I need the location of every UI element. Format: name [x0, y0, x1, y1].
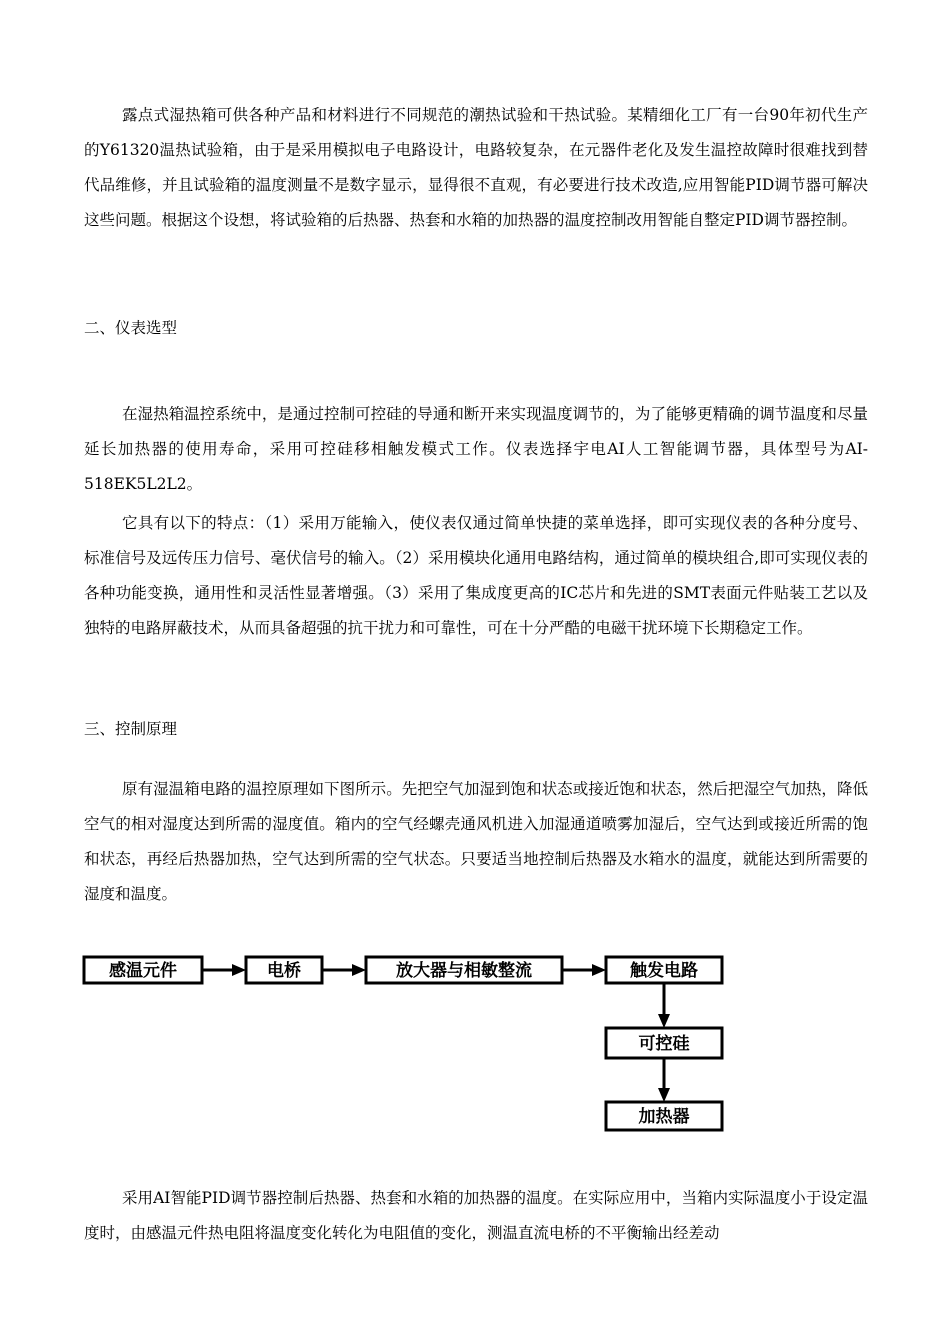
flow-node-trigger-circuit-label: 触发电路 — [630, 961, 698, 981]
flow-arrow-4 — [658, 983, 670, 1028]
control-principle-paragraph: 原有湿温箱电路的温控原理如下图所示。先把空气加湿到饱和状态或接近饱和状态，然后把湿空气加热，降低空气的相对湿度达到所需的湿度值。箱内的空气经螺壳通风机进入加湿通道喷雾加湿后，空气达到或接近所需的饱和状态，再经后热器加热，空气达到所需的空气状态。只要适当地控制后热器及水箱水的温度，就能达到所需要的湿度和温度。 — [84, 780, 868, 903]
features-paragraph: 它具有以下的特点：（1）采用万能输入，使仪表仅通过简单快捷的菜单选择，即可实现仪表的各种分度号、标准信号及远传压力信号、毫伏信号的输入。（2）采用模块化通用电路结构，通过简单的模块组合,即可实现仪表的各种功能变换，通用性和灵活性显著增强。（3）采用了集成度更高的IC芯片和先进的SMT表面元件贴装工艺以及独特的电路屏蔽技术，从而具备超强的抗干扰力和可靠性，可在十分严酷的电磁干扰环境下长期稳定工作。 — [84, 514, 868, 637]
flow-node-amplifier-label: 放大器与相敏整流 — [396, 961, 532, 981]
flow-node-thyristor-label: 可控硅 — [638, 1034, 690, 1054]
flow-node-bridge-label: 电桥 — [267, 961, 301, 981]
flow-node-sensor — [84, 957, 202, 983]
instrument-selection-paragraph: 在湿热箱温控系统中，是通过控制可控硅的导通和断开来实现温度调节的，为了能够更精确的调节温度和尽量延长加热器的使用寿命，采用可控硅移相触发模式工作。仪表选择宇电AI人工智能调节器，具体型号为AI-518EK5L2L2。 — [84, 405, 868, 493]
flow-arrow-1 — [202, 964, 246, 976]
section-heading-instrument-selection: 二、仪表选型 — [84, 319, 178, 337]
flow-node-sensor-label: 感温元件 — [109, 961, 177, 981]
ai-control-paragraph: 采用AI智能PID调节器控制后热器、热套和水箱的加热器的温度。在实际应用中，当箱内实际温度小于设定温度时，由感温元件热电阻将温度变化转化为电阻值的变化，测温直流电桥的不平衡输出经差动 — [84, 1189, 868, 1242]
flow-node-trigger-circuit — [606, 957, 722, 983]
section-heading-control-principle: 三、控制原理 — [84, 720, 178, 738]
intro-paragraph: 露点式湿热箱可供各种产品和材料进行不同规范的潮热试验和干热试验。某精细化工厂有一台90年初代生产的Y61320温热试验箱，由于是采用模拟电子电路设计，电路较复杂，在元器件老化及发生温控故障时很难找到替代品维修，并且试验箱的温度测量不是数字显示，显得很不直观，有必要进行技术改造,应用智能PID调节器可解决这些问题。根据这个设想，将试验箱的后热器、热套和水箱的加热器的温度控制改用智能自整定PID调节器控制。 — [84, 106, 868, 229]
flow-node-heater — [606, 1102, 722, 1130]
flow-arrow-2 — [322, 964, 366, 976]
flow-arrow-5 — [658, 1058, 670, 1102]
flow-arrow-3 — [562, 964, 606, 976]
flow-node-thyristor — [606, 1028, 722, 1058]
flow-node-heater-label: 加热器 — [638, 1107, 690, 1127]
flow-node-amplifier — [366, 957, 562, 983]
flow-node-bridge — [246, 957, 322, 983]
